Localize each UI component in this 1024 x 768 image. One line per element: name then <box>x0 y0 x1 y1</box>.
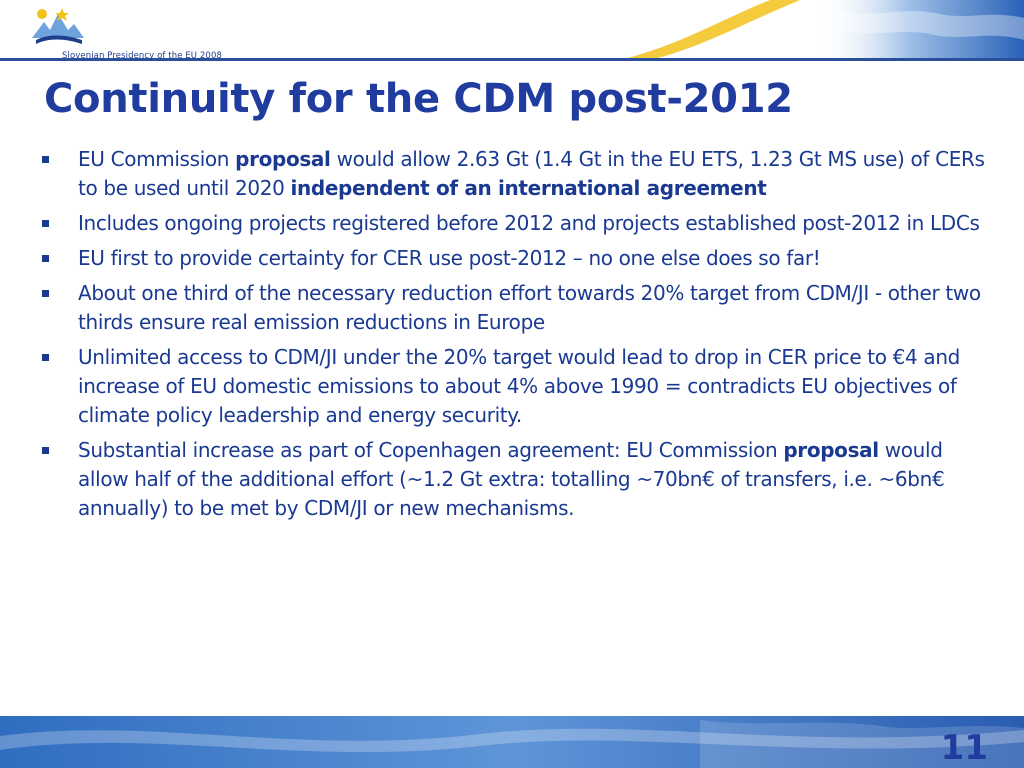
bullet-item <box>40 436 990 523</box>
bullet-text: would allow 2.63 Gt (1.4 Gt in the EU ETS, 1.23 Gt MS use) of CERs to be used until 2020 <box>78 147 985 200</box>
square-bullet-icon <box>42 354 49 361</box>
square-bullet-icon <box>42 447 49 454</box>
bullet-item <box>40 209 990 238</box>
square-bullet-icon <box>42 255 49 262</box>
page-number: 11 <box>940 728 988 768</box>
bullet-item <box>40 279 990 337</box>
bullet-text: Unlimited access to CDM/JI under the 20% target would lead to drop in CER price to €4 and increase of EU domestic emissions to about 4% above 1990 = contradicts EU objectives of climate policy leadership and energy security. <box>78 345 961 427</box>
bullet-text: Includes ongoing projects registered before 2012 and projects established post-2012 in LDCs <box>78 211 980 235</box>
footer-band <box>0 716 1024 768</box>
bullet-text: would allow half of the additional effort (~1.2 Gt extra: totalling ~70bn€ of transfers, i.e. ~6bn€ annually) to be met by CDM/JI or new mechanisms. <box>78 438 945 520</box>
bullet-text: EU first to provide certainty for CER use post-2012 – no one else does so far! <box>78 246 821 270</box>
presidency-logo-icon <box>28 4 88 48</box>
header-band <box>0 0 1024 60</box>
bullet-bold-text: proposal <box>783 438 879 462</box>
bullet-item <box>40 343 990 430</box>
slide-title: Continuity for the CDM post-2012 <box>44 76 793 122</box>
bullet-item <box>40 145 990 203</box>
bullet-text: About one third of the necessary reduction effort towards 20% target from CDM/JI - other two thirds ensure real emission reductions in Europe <box>78 281 981 334</box>
bullet-bold-text: independent of an international agreement <box>290 176 767 200</box>
bullet-text: Substantial increase as part of Copenhagen agreement: EU Commission <box>78 438 784 462</box>
square-bullet-icon <box>42 220 49 227</box>
bullet-text: EU Commission <box>78 147 236 171</box>
bullet-list <box>40 145 990 529</box>
bullet-bold-text: proposal <box>235 147 331 171</box>
logo-tagline: Slovenian Presidency of the EU 2008 <box>62 51 222 61</box>
square-bullet-icon <box>42 156 49 163</box>
bullet-item <box>40 244 990 273</box>
square-bullet-icon <box>42 290 49 297</box>
presidency-logo <box>14 4 222 61</box>
